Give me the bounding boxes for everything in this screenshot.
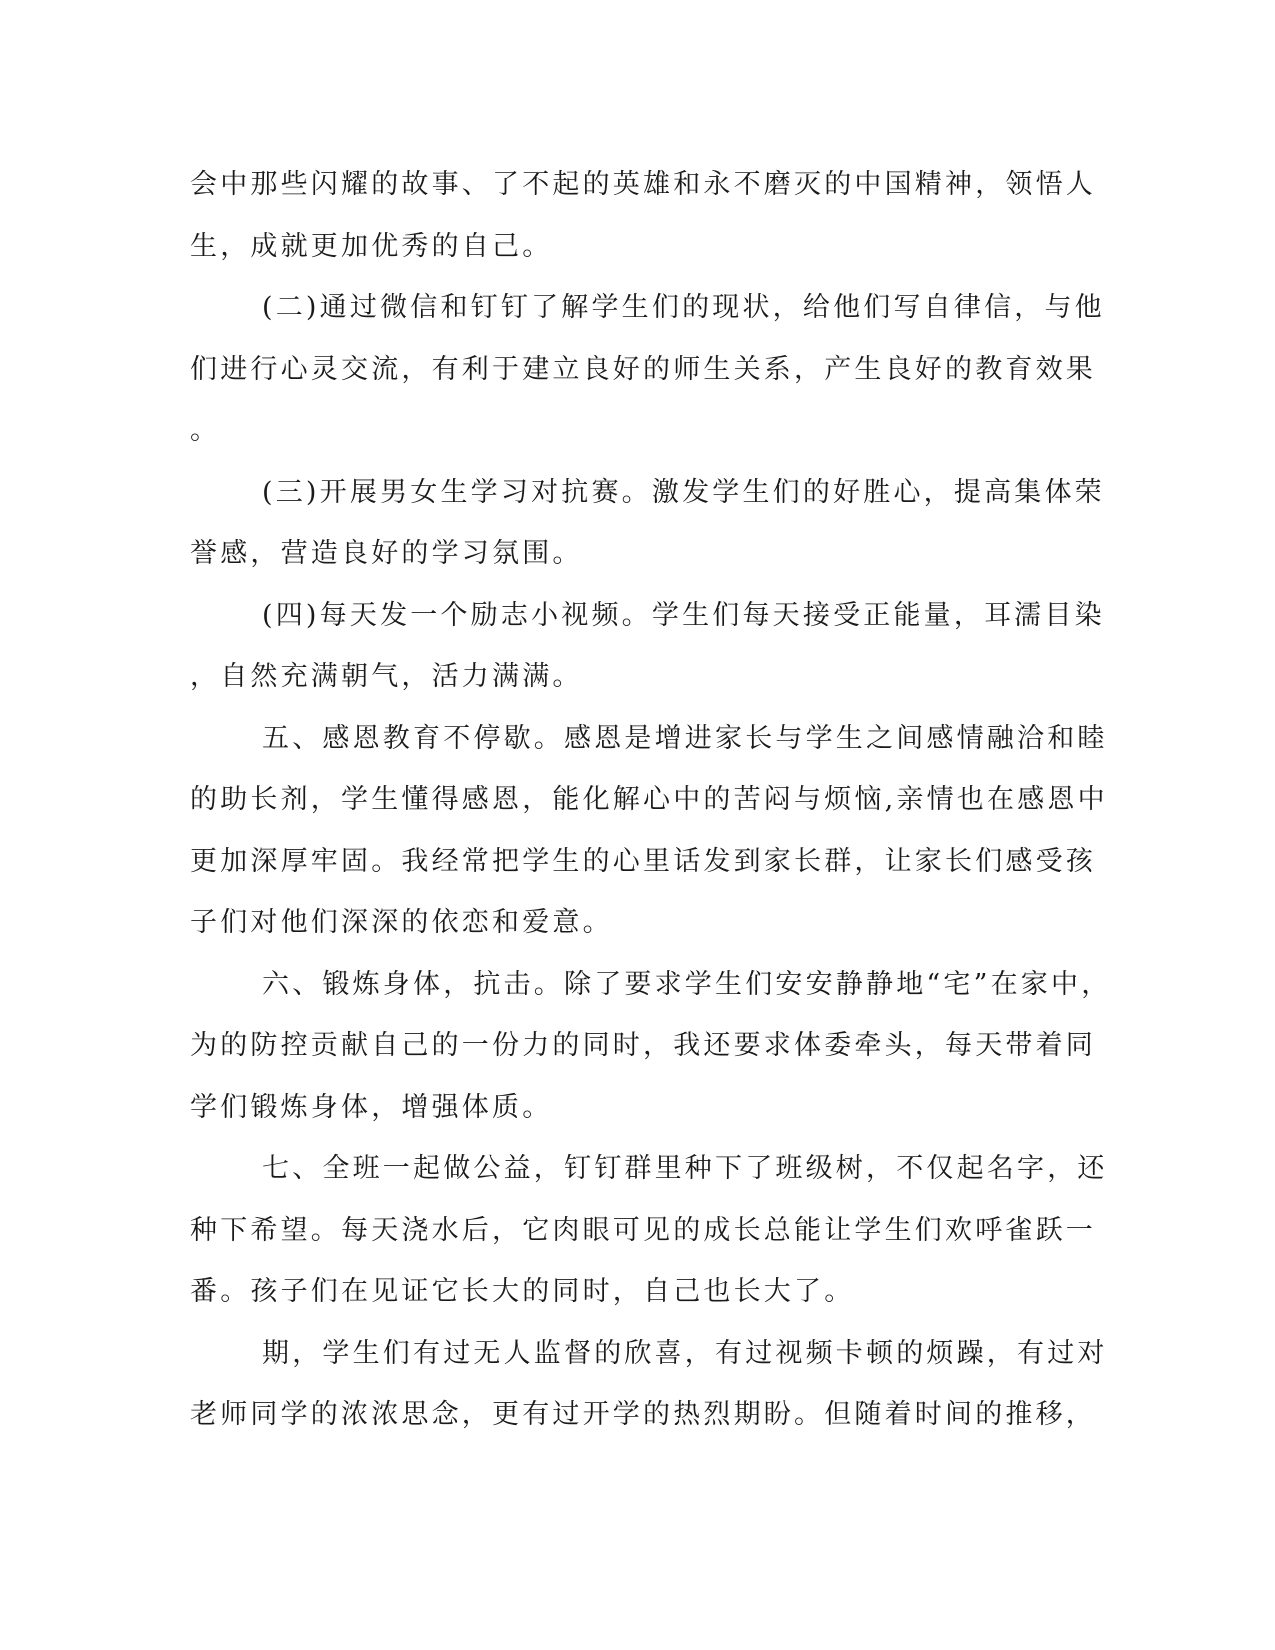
text-line: 们进行心灵交流，有利于建立良好的师生关系，产生良好的教育效果 (190, 353, 1096, 385)
paragraph-start-line: 五、感恩教育不停歇。感恩是增进家长与学生之间感情融洽和睦 (262, 722, 1108, 754)
text-line: 会中那些闪耀的故事、了不起的英雄和永不磨灭的中国精神，领悟人 (190, 169, 1096, 200)
text-line: 番。孩子们在见证它长大的同时，自己也长大了。 (190, 1276, 855, 1307)
text-line: 誉感，营造良好的学习氛围。 (190, 538, 583, 569)
paragraph-start-line: 六、锻炼身体，抗击。除了要求学生们安安静静地“宅”在家中， (262, 968, 1112, 1000)
text-line: 子们对他们深深的依恋和爱意。 (190, 907, 613, 938)
text-line: 更加深厚牢固。我经常把学生的心里话发到家长群，让家长们感受孩 (190, 845, 1096, 877)
paragraph-start-line: (二)通过微信和钉钉了解学生们的现状，给他们写自律信，与他 (262, 292, 1105, 323)
text-line: 生，成就更加优秀的自己。 (190, 230, 553, 262)
text-line: 。 (190, 415, 221, 446)
paragraph-start-line: 七、全班一起做公益，钉钉群里种下了班级树，不仅起名字，还 (262, 1153, 1108, 1184)
paragraph-start-line: 期，学生们有过无人监督的欣喜，有过视频卡顿的烦躁，有过对 (262, 1337, 1108, 1369)
body-text (190, 154, 1112, 1446)
text-line: ，自然充满朝气，活力满满。 (190, 661, 583, 692)
text-line: 的助长剂，学生懂得感恩，能化解心中的苦闷与烦恼,亲情也在感恩中 (190, 784, 1108, 815)
paragraph-start-line: (四)每天发一个励志小视频。学生们每天接受正能量，耳濡目染 (262, 599, 1105, 631)
text-line: 老师同学的浓浓思念，更有过开学的热烈期盼。但随着时间的推移， (190, 1399, 1096, 1430)
text-line: 种下希望。每天浇水后，它肉眼可见的成长总能让学生们欢呼雀跃一 (190, 1214, 1096, 1246)
text-line: 为的防控贡献自己的一份力的同时，我还要求体委牵头，每天带着同 (190, 1030, 1096, 1061)
paragraph-start-line: (三)开展男女生学习对抗赛。激发学生们的好胜心，提高集体荣 (262, 476, 1105, 508)
text-line: 学们锻炼身体，增强体质。 (190, 1091, 553, 1123)
